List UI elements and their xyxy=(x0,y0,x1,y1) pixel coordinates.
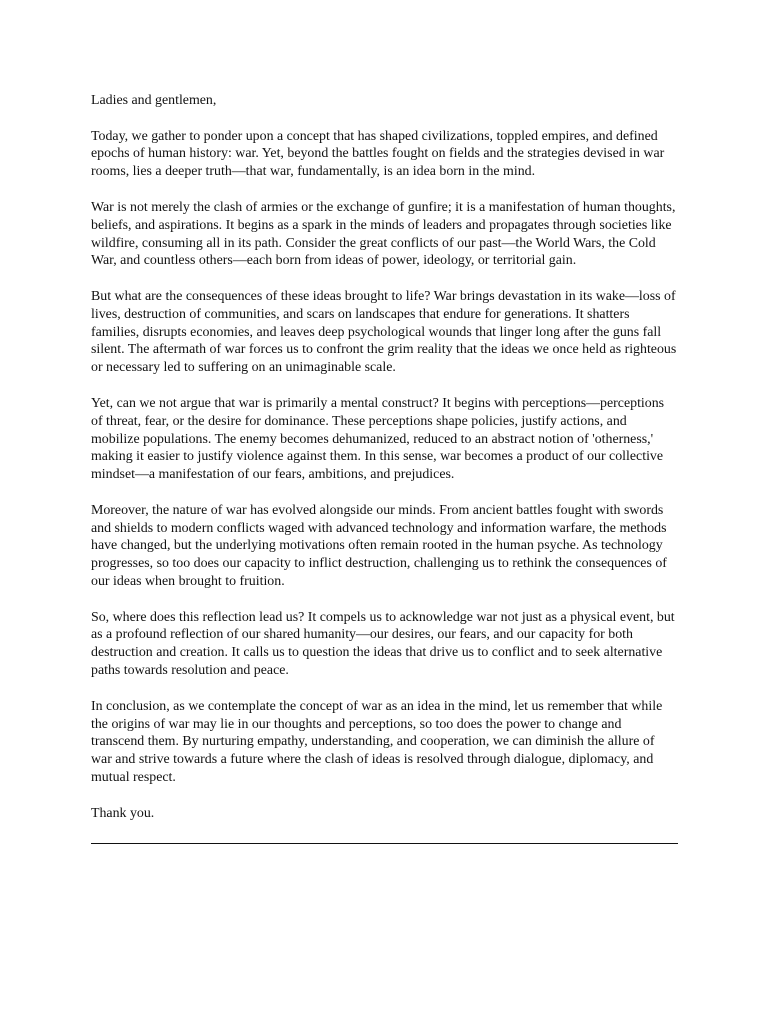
paragraph-3: But what are the consequences of these ideas brought to life? War brings devastation in its wake—loss of lives, destruction of communities, and scars on landscapes that endure for generations. It shatters families, disrupts economies, and leaves deep psychological wounds that linger long after the guns fall silent. The aftermath of war forces us to confront the grim reality that the ideas we once held as righteous or necessary led to suffering on an unimaginable scale. xyxy=(91,289,677,376)
paragraph-7: In conclusion, as we contemplate the concept of war as an idea in the mind, let us remember that while the origins of war may lie in our thoughts and perceptions, so too does the power to change and transcend them. By nurturing empathy, understanding, and cooperation, we can diminish the allure of war and strive towards a future where the clash of ideas is resolved through dialogue, diplomacy, and mutual respect. xyxy=(91,698,663,785)
paragraph-6: So, where does this reflection lead us? It compels us to acknowledge war not just as a physical event, but as a profound reflection of our shared humanity—our desires, our fears, and our capacity for both destruction and creation. It calls us to question the ideas that drive us to conflict and to seek alternative paths towards resolution and peace. xyxy=(91,609,675,679)
horizontal-rule xyxy=(91,843,678,844)
speech-body xyxy=(91,92,678,840)
closing: Thank you. xyxy=(91,805,155,821)
salutation: Ladies and gentlemen, xyxy=(91,93,217,108)
paragraph-2: War is not merely the clash of armies or the exchange of gunfire; it is a manifestation of human thoughts, beliefs, and aspirations. It begins as a spark in the minds of leaders and propagates through societies like wildfire, consuming all in its path. Consider the great conflicts of our past—the World Wars, the Cold War, and countless others—each born from ideas of power, ideology, or territorial gain. xyxy=(91,199,676,269)
paragraph-1: Today, we gather to ponder upon a concept that has shaped civilizations, toppled empires, and defined epochs of human history: war. Yet, beyond the battles fought on fields and the strategies devised in war rooms, lies a deeper truth—that war, fundamentally, is an idea born in the mind. xyxy=(91,128,665,180)
paragraph-4: Yet, can we not argue that war is primarily a mental construct? It begins with perceptions—perceptions of threat, fear, or the desire for dominance. These perceptions shape policies, justify actions, and mobilize populations. The enemy becomes dehumanized, reduced to an abstract notion of 'otherness,' making it easier to justify violence against them. In this sense, war becomes a product of our collective mindset—a manifestation of our fears, ambitions, and prejudices. xyxy=(91,395,665,483)
paragraph-5: Moreover, the nature of war has evolved alongside our minds. From ancient battles fought with swords and shields to modern conflicts waged with advanced technology and information warfare, the methods have changed, but the underlying motivations often remain rooted in the human psyche. As technology progresses, so too does our capacity to inflict destruction, challenging us to rethink the consequences of our ideas when brought to fruition. xyxy=(91,502,667,589)
